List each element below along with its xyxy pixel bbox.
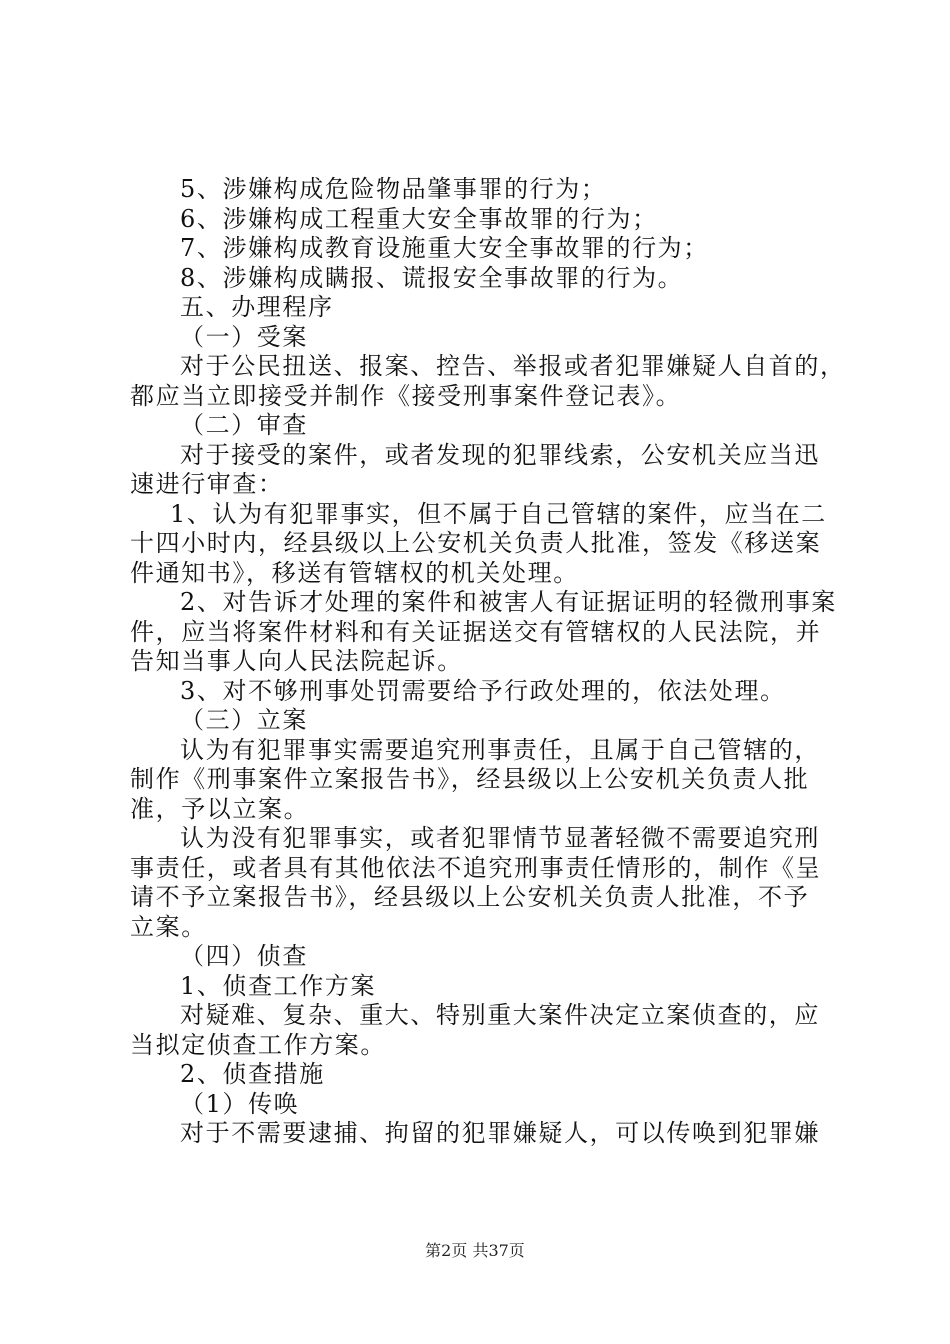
text-line: 准，予以立案。 [130, 794, 310, 823]
text-line: 1、认为有犯罪事实，但不属于自己管辖的案件，应当在二 [170, 499, 827, 528]
page-footer: 第2页 共37页 [425, 1241, 525, 1260]
text-line: 制作《刑事案件立案报告书》，经县级以上公安机关负责人批 [130, 765, 810, 793]
text-line: 五、办理程序 [180, 293, 334, 321]
text-line: 对于不需要逮捕、拘留的犯罪嫌疑人，可以传唤到犯罪嫌 [180, 1119, 820, 1147]
text-line: 对于公民扭送、报案、控告、举报或者犯罪嫌疑人自首的， [180, 352, 846, 380]
text-line: 7、涉嫌构成教育设施重大安全事故罪的行为； [180, 234, 709, 262]
text-line: （1）传唤 [180, 1089, 300, 1118]
text-line: （三）立案 [180, 706, 308, 734]
text-line: 事责任，或者具有其他依法不追究刑事责任情形的，制作《呈 [130, 853, 822, 882]
text-line: 对于接受的案件，或者发现的犯罪线索，公安机关应当迅 [180, 440, 820, 469]
text-line: 请不予立案报告书》，经县级以上公安机关负责人批准，不予 [130, 883, 810, 911]
text-line: 十四小时内，经县级以上公安机关负责人批准，签发《移送案 [130, 529, 822, 557]
text-line: 都应当立即接受并制作《接受刑事案件登记表》。 [130, 381, 682, 410]
text-line: （四）侦查 [180, 942, 308, 970]
text-line: 2、对告诉才处理的案件和被害人有证据证明的轻微刑事案 [180, 588, 837, 616]
text-line: 3、对不够刑事处罚需要给予行政处理的，依法处理。 [180, 676, 786, 705]
text-line: （二）审查 [180, 411, 308, 439]
text-line: 件，应当将案件材料和有关证据送交有管辖权的人民法院，并 [130, 617, 822, 646]
text-line: 对疑难、复杂、重大、特别重大案件决定立案侦查的，应 [180, 1001, 820, 1029]
text-line: 件通知书》，移送有管辖权的机关处理。 [130, 558, 579, 587]
text-line: 8、涉嫌构成瞒报、谎报安全事故罪的行为。 [180, 263, 684, 292]
text-line: 告知当事人向人民法院起诉。 [130, 647, 463, 675]
text-line: 2、侦查措施 [180, 1060, 325, 1088]
text-line: （一）受案 [180, 322, 308, 351]
text-line: 速进行审查： [130, 470, 284, 498]
text-line: 立案。 [130, 912, 207, 941]
text-line: 1、侦查工作方案 [180, 971, 377, 1000]
text-line: 6、涉嫌构成工程重大安全事故罪的行为； [180, 204, 658, 233]
text-line: 认为没有犯罪事实，或者犯罪情节显著轻微不需要追究刑 [180, 824, 820, 852]
text-line: 认为有犯罪事实需要追究刑事责任，且属于自己管辖的， [180, 735, 820, 764]
text-line: 5、涉嫌构成危险物品肇事罪的行为； [180, 175, 607, 203]
text-line: 当拟定侦查工作方案。 [130, 1030, 386, 1059]
